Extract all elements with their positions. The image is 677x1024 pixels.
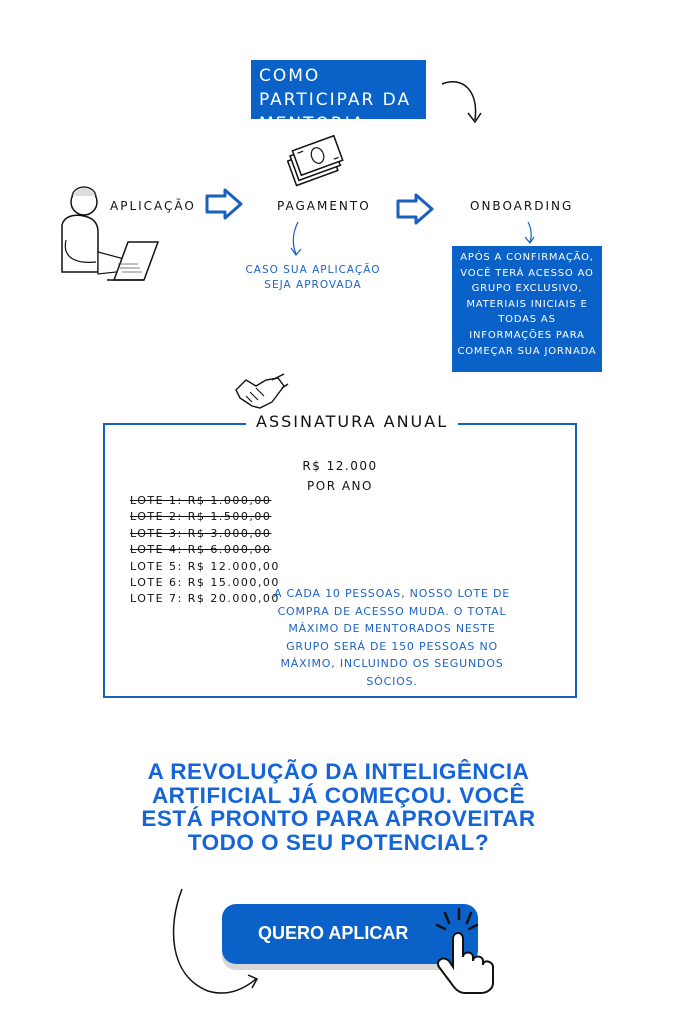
lot-item: LOTE 3: R$ 3.000,00 [130, 526, 272, 540]
step-onboarding-label: ONBOARDING [470, 199, 574, 213]
lot-item: LOTE 5: R$ 12.000,00 [130, 559, 280, 573]
money-bills-icon [285, 140, 345, 192]
hand-pointer-icon [425, 905, 505, 995]
step-aplicacao-label: APLICAÇÃO [110, 199, 196, 213]
right-arrow-icon [396, 193, 436, 225]
lot-change-note: A CADA 10 PESSOAS, NOSSO LOTE DE COMPRA DE ACESSO MUDA. O TOTAL MÁXIMO DE MENTORADOS NESTE GRUPO SERÁ DE 150 PESSOAS NO MÁXIMO, INCLUINDO OS SEGUNDOS SÓCIOS. [273, 587, 511, 688]
down-arrow-icon [288, 220, 308, 260]
plan-title: ASSINATURA ANUAL [246, 412, 458, 431]
curved-arrow-icon [437, 72, 497, 132]
payment-note: CASO SUA APLICAÇÃO SEJA APROVADA [245, 264, 381, 291]
lot-item: LOTE 6: R$ 15.000,00 [130, 576, 280, 590]
lot-item: LOTE 7: R$ 20.000,00 [130, 592, 280, 606]
person-laptop-icon [52, 180, 162, 290]
lot-item: LOTE 4: R$ 6.000,00 [130, 543, 272, 557]
plan-price-block [280, 456, 400, 496]
lots-list [130, 493, 280, 608]
headline: A REVOLUÇÃO DA INTELIGÊNCIA ARTIFICIAL JÁ COMEÇOU. VOCÊ ESTÁ PRONTO PARA APROVEITAR TODO O SEU POTENCIAL? [141, 759, 536, 855]
right-arrow-icon [205, 188, 245, 220]
step-pagamento-label: PAGAMENTO [277, 199, 371, 213]
down-arrow-icon [520, 220, 540, 248]
section-title: COMO PARTICIPAR DA MENTORIA: [251, 60, 426, 119]
lot-item: LOTE 2: R$ 1.500,00 [130, 510, 272, 524]
lot-item: LOTE 1: R$ 1.000,00 [130, 494, 272, 507]
plan-price: R$ 12.000 [302, 459, 378, 473]
onboarding-note: APÓS A CONFIRMAÇÃO, VOCÊ TERÁ ACESSO AO GRUPO EXCLUSIVO, MATERIAIS INICIAIS E TODAS AS INFORMAÇÕES PARA COMEÇAR SUA JORNADA [452, 246, 602, 372]
handshake-icon [232, 372, 288, 414]
cta-label: QUERO APLICAR [258, 923, 409, 943]
plan-period: POR ANO [307, 479, 373, 493]
